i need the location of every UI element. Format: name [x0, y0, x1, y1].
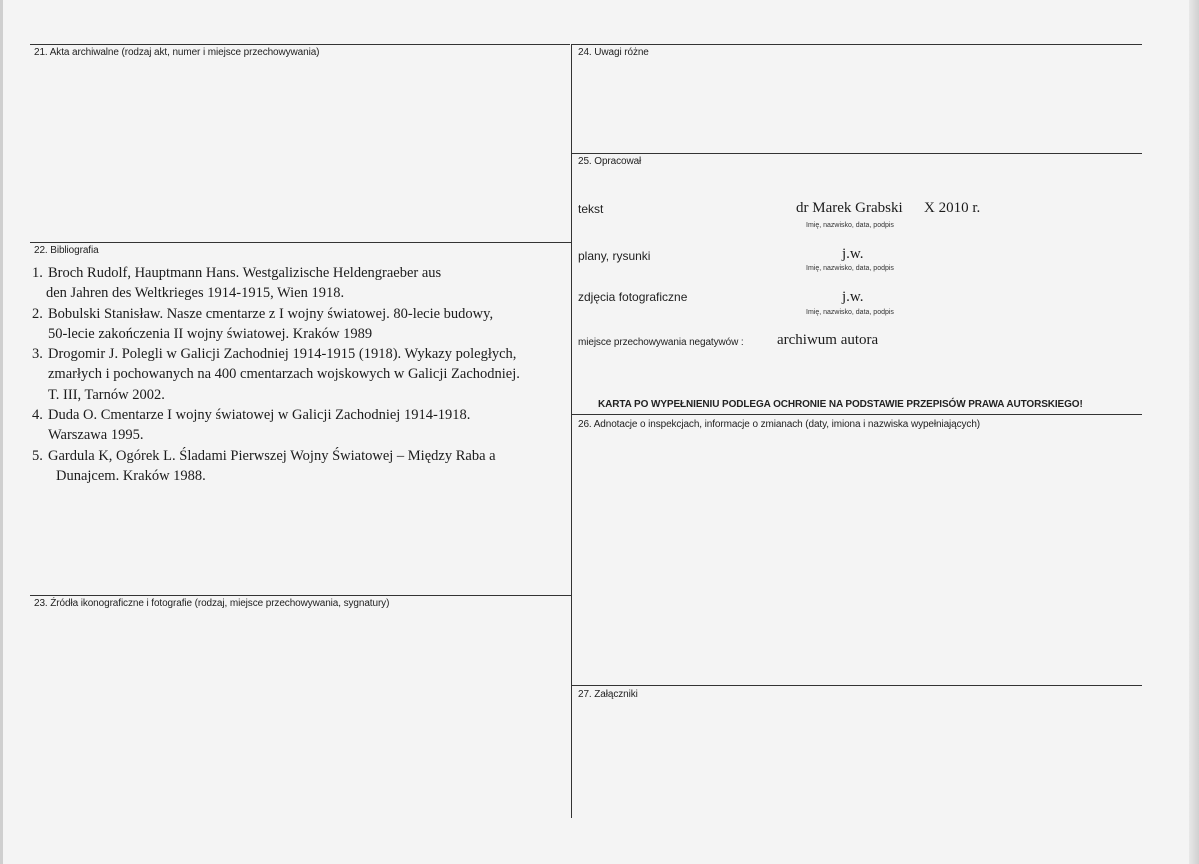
bibliography-list	[32, 263, 552, 486]
bibliography-number: 1.	[32, 265, 43, 281]
zdjecia-caption: Imię, nazwisko, data, podpis	[806, 309, 894, 316]
bibliography-number: 2.	[32, 305, 43, 322]
bibliography-line: Warszawa 1995.	[48, 427, 144, 444]
top-rule-right	[572, 44, 1142, 45]
tekst-value: dr Marek Grabski	[796, 200, 903, 216]
tekst-caption: Imię, nazwisko, data, podpis	[806, 222, 894, 229]
scan-edge-right	[1189, 0, 1199, 864]
bibliography-line: Gardula K, Ogórek L. Śladami Pierwszej Wojny Światowej – Między Raba a	[48, 447, 496, 464]
bibliography-number: 3.	[32, 346, 43, 363]
section-21-label: 21. Akta archiwalne (rodzaj akt, numer i miejsce przechowywania)	[34, 47, 320, 58]
rule-25	[572, 153, 1142, 154]
section-24-label: 24. Uwagi różne	[578, 47, 649, 58]
bibliography-line: Broch Rudolf, Hauptmann Hans. Westgalizische Heldengraeber aus	[48, 265, 442, 281]
bibliography-line: Dunajcem. Kraków 1988.	[56, 467, 206, 484]
negatywy-value: archiwum autora	[777, 332, 879, 348]
zdjecia-value: j.w.	[842, 289, 864, 305]
bibliography-item	[32, 344, 552, 405]
bibliography-line: Duda O. Cmentarze I wojny światowej w Galicji Zachodniej 1914-1918.	[48, 407, 471, 424]
section-26-label: 26. Adnotacje o inspekcjach, informacje o zmianach (daty, imiona i nazwiska wypełniających)	[578, 419, 981, 430]
plany-label: plany, rysunki	[578, 249, 651, 263]
tekst-label: tekst	[578, 202, 604, 216]
bibliography-item	[32, 405, 552, 446]
bibliography-line: Drogomir J. Polegli w Galicji Zachodniej 1914-1915 (1918). Wykazy poległych,	[48, 346, 517, 363]
section-22-label: 22. Bibliografia	[34, 245, 99, 256]
center-divider	[571, 44, 572, 818]
bibliography-line: T. III, Tarnów 2002.	[48, 386, 165, 403]
bibliography-line: zmarłych i pochowanych na 400 cmentarzach wojskowych w Galicji Zachodniej.	[48, 366, 520, 383]
rule-27	[572, 685, 1142, 686]
section-27-label: 27. Załączniki	[578, 689, 638, 700]
section-23-label: 23. Źródła ikonograficzne i fotografie (rodzaj, miejsce przechowywania, sygnatury)	[34, 598, 390, 609]
rule-23	[30, 595, 571, 596]
bibliography-item	[32, 446, 552, 487]
section-25-label: 25. Opracował	[578, 156, 642, 167]
plany-value: j.w.	[842, 246, 864, 262]
top-rule-left	[30, 44, 570, 45]
zdjecia-label: zdjęcia fotograficzne	[578, 290, 688, 304]
bibliography-item	[32, 263, 552, 304]
tekst-date: X 2010 r.	[924, 200, 981, 216]
bibliography-line: Bobulski Stanisław. Nasze cmentarze z I wojny światowej. 80-lecie budowy,	[48, 305, 494, 322]
plany-caption: Imię, nazwisko, data, podpis	[806, 265, 894, 272]
bibliography-number: 5.	[32, 447, 43, 464]
copyright-notice: KARTA PO WYPEŁNIENIU PODLEGA OCHRONIE NA PODSTAWIE PRZEPISÓW PRAWA AUTORSKIEGO!	[598, 399, 1083, 410]
rule-22	[30, 242, 571, 243]
rule-26	[572, 414, 1142, 415]
bibliography-number: 4.	[32, 407, 43, 424]
bibliography-line: den Jahren des Weltkrieges 1914-1915, Wien 1918.	[46, 285, 345, 302]
bibliography-item	[32, 304, 552, 345]
negatywy-label: miejsce przechowywania negatywów :	[578, 337, 744, 348]
bibliography-line: 50-lecie zakończenia II wojny światowej. Kraków 1989	[48, 325, 373, 342]
scan-edge-left	[0, 0, 3, 864]
